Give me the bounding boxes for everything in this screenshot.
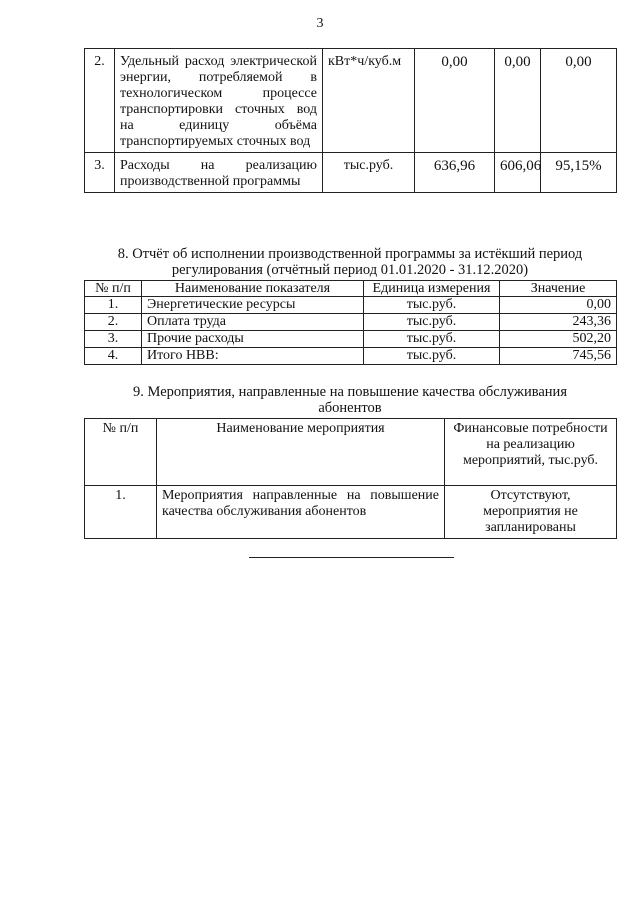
unit-cell: тыс.руб. bbox=[364, 348, 500, 365]
column-header-value: Значение bbox=[500, 281, 617, 297]
finance-cell: Отсутствуют, мероприятия не запланированы bbox=[445, 486, 617, 539]
value-cell: 0,00 bbox=[495, 49, 541, 153]
row-number: 1. bbox=[85, 297, 142, 314]
value-cell: 745,56 bbox=[500, 348, 617, 365]
table-row bbox=[85, 49, 617, 153]
value-cell: 0,00 bbox=[500, 297, 617, 314]
section-9-heading-line1: 9. Мероприятия, направленные на повышение качества обслуживания bbox=[133, 384, 567, 400]
section-8-heading-line1: 8. Отчёт об исполнении производственной программы за истёкший период bbox=[117, 246, 583, 262]
indicator-name: Расходы на реализацию производственной программы bbox=[115, 153, 323, 193]
page-number: 3 bbox=[316, 16, 324, 31]
table-row bbox=[85, 153, 617, 193]
program-execution-table bbox=[84, 280, 617, 365]
section-9-heading-line2: абонентов bbox=[318, 400, 382, 416]
value-cell: 0,00 bbox=[541, 49, 617, 153]
table-row bbox=[85, 348, 617, 365]
column-header-num: № п/п bbox=[85, 419, 157, 486]
indicator-name: Прочие расходы bbox=[142, 331, 364, 348]
unit-cell: тыс.руб. bbox=[364, 331, 500, 348]
value-cell: 606,06 bbox=[495, 153, 541, 193]
column-header-num: № п/п bbox=[85, 281, 142, 297]
indicator-name: Удельный расход электрической энергии, потребляемой в технологическом процессе транспортировки сточных вод на единицу объёма транспортируемых сточных вод bbox=[115, 49, 323, 153]
table-row bbox=[85, 314, 617, 331]
measure-name: Мероприятия направленные на повышение качества обслуживания абонентов bbox=[157, 486, 445, 539]
unit-cell: кВт*ч/куб.м bbox=[323, 49, 415, 153]
unit-cell: тыс.руб. bbox=[364, 297, 500, 314]
end-divider bbox=[249, 557, 454, 558]
value-cell: 95,15% bbox=[541, 153, 617, 193]
row-number: 1. bbox=[85, 486, 157, 539]
indicator-name: Энергетические ресурсы bbox=[142, 297, 364, 314]
section-8-heading bbox=[84, 246, 616, 278]
indicator-name: Оплата труда bbox=[142, 314, 364, 331]
table-row bbox=[85, 331, 617, 348]
value-cell: 243,36 bbox=[500, 314, 617, 331]
column-header-name: Наименование показателя bbox=[142, 281, 364, 297]
table-row bbox=[85, 486, 617, 539]
value-cell: 636,96 bbox=[415, 153, 495, 193]
row-number: 3. bbox=[85, 331, 142, 348]
row-number: 2. bbox=[85, 314, 142, 331]
service-quality-measures-table bbox=[84, 418, 617, 539]
value-cell: 0,00 bbox=[415, 49, 495, 153]
value-cell: 502,20 bbox=[500, 331, 617, 348]
section-8-heading-line2: регулирования (отчётный период 01.01.2020 - 31.12.2020) bbox=[171, 262, 529, 278]
table-header-row bbox=[85, 419, 617, 486]
table-row bbox=[85, 297, 617, 314]
row-number: 2. bbox=[85, 49, 115, 153]
section-9-heading bbox=[84, 384, 616, 416]
indicator-name: Итого НВВ: bbox=[142, 348, 364, 365]
column-header-name: Наименование мероприятия bbox=[157, 419, 445, 486]
unit-cell: тыс.руб. bbox=[364, 314, 500, 331]
row-number: 3. bbox=[85, 153, 115, 193]
column-header-unit: Единица измерения bbox=[364, 281, 500, 297]
unit-cell: тыс.руб. bbox=[323, 153, 415, 193]
row-number: 4. bbox=[85, 348, 142, 365]
column-header-finance: Финансовые потребности на реализацию мероприятий, тыс.руб. bbox=[445, 419, 617, 486]
table-header-row bbox=[85, 281, 617, 297]
indicators-table-continued bbox=[84, 48, 617, 193]
